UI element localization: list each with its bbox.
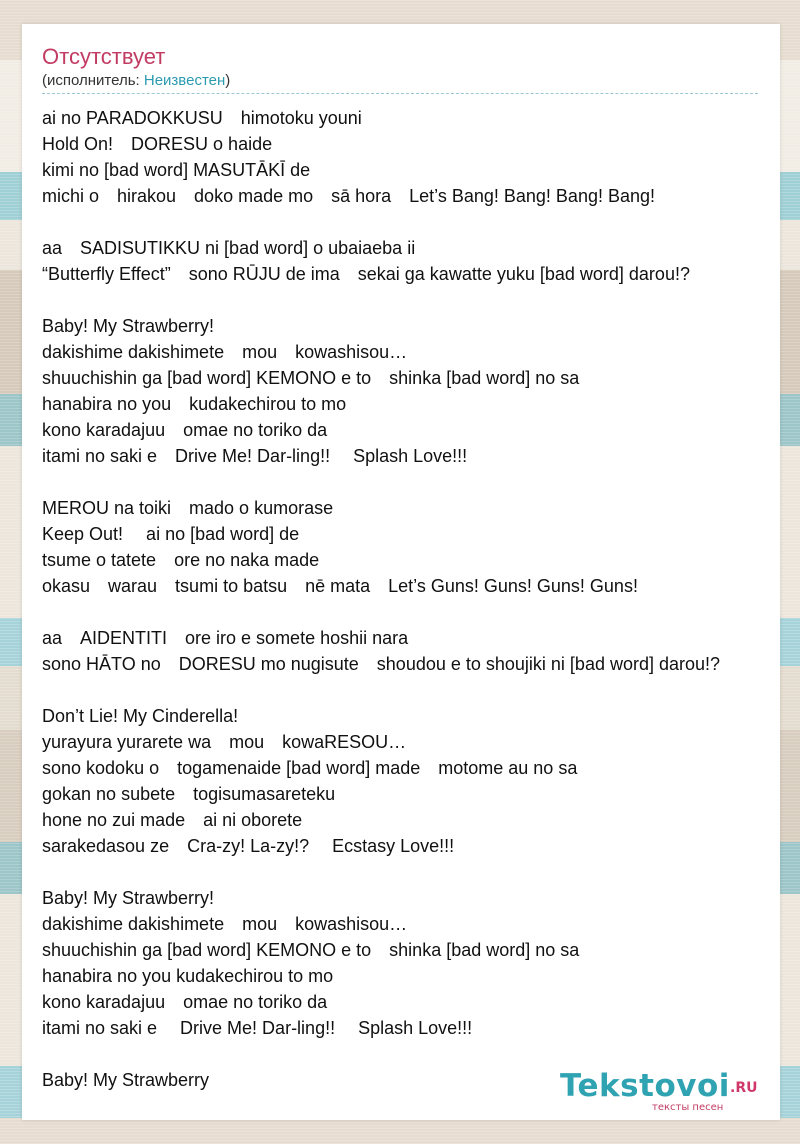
lyric-line: shuuchishin ga [bad word] KEMONO e to shinka [bad word] no sa xyxy=(42,368,580,388)
lyric-line: michi o hirakou doko made mo sā hora Let’s Bang! Bang! Bang! Bang! xyxy=(42,186,656,206)
lyric-line: sono HĀTO no DORESU mo nugisute shoudou e to shoujiki ni [bad word] darou!? xyxy=(42,654,721,674)
lyric-line: aa AIDENTITI ore iro e somete hoshii nara xyxy=(42,628,409,648)
artist-link[interactable]: Неизвестен xyxy=(143,72,226,89)
logo-tld: .RU xyxy=(730,1080,758,1096)
lyric-line: gokan no subete togisumasareteku xyxy=(42,784,336,804)
logo-tagline: тексты песен xyxy=(652,1102,724,1113)
lyric-line: hanabira no you kudakechirou to mo xyxy=(42,966,334,986)
lyric-line: hanabira no you kudakechirou to mo xyxy=(42,394,347,414)
blank-line xyxy=(42,469,800,495)
lyrics-body xyxy=(42,105,800,1093)
blank-line xyxy=(42,287,800,313)
song-title: Отсутствует xyxy=(42,44,166,69)
lyric-line: dakishime dakishimete mou kowashisou… xyxy=(42,342,408,362)
lyric-line: Baby! My Strawberry! xyxy=(42,316,215,336)
lyric-line: okasu warau tsumi to batsu nē mata Let’s Guns! Guns! Guns! Guns! xyxy=(42,576,638,596)
lyric-line: kono karadajuu omae no toriko da xyxy=(42,992,328,1012)
performer-prefix: (исполнитель: xyxy=(42,72,144,89)
lyric-line: Keep Out! ai no [bad word] de xyxy=(42,524,300,544)
lyric-line: MEROU na toiki mado o kumorase xyxy=(42,498,334,518)
lyrics-sheet xyxy=(22,24,780,1120)
lyric-line: sono kodoku o togamenaide [bad word] made motome au no sa xyxy=(42,758,578,778)
site-logo[interactable] xyxy=(560,1068,770,1120)
lyric-line: sarakedasou ze Cra-zy! La-zy!? Ecstasy Love!!! xyxy=(42,836,455,856)
blank-line xyxy=(42,599,800,625)
blank-line xyxy=(42,1041,800,1067)
lyric-line: “Butterfly Effect” sono RŪJU de ima sekai ga kawatte yuku [bad word] darou!? xyxy=(42,264,690,284)
lyric-line: shuuchishin ga [bad word] KEMONO e to shinka [bad word] no sa xyxy=(42,940,580,960)
lyric-line: kimi no [bad word] MASUTĀKĪ de xyxy=(42,160,311,180)
divider xyxy=(42,93,758,94)
lyric-line: kono karadajuu omae no toriko da xyxy=(42,420,328,440)
lyric-line: Hold On! DORESU o haide xyxy=(42,134,273,154)
blank-line xyxy=(42,677,800,703)
lyric-line: aa SADISUTIKKU ni [bad word] o ubaiaeba ii xyxy=(42,238,416,258)
lyric-line: tsume o tatete ore no naka made xyxy=(42,550,320,570)
lyric-line: Don’t Lie! My Cinderella! xyxy=(42,706,239,726)
lyric-line: itami no saki e Drive Me! Dar-ling!! Splash Love!!! xyxy=(42,1018,473,1038)
performer-suffix: ) xyxy=(225,72,231,89)
lyric-line: hone no zui made ai ni oborete xyxy=(42,810,303,830)
performer-line xyxy=(42,72,230,90)
lyric-line: Baby! My Strawberry xyxy=(42,1070,210,1090)
lyric-line: ai no PARADOKKUSU himotoku youni xyxy=(42,108,362,128)
logo-name: Tekstovoi xyxy=(560,1068,730,1104)
blank-line xyxy=(42,859,800,885)
lyric-line: dakishime dakishimete mou kowashisou… xyxy=(42,914,408,934)
lyric-line: itami no saki e Drive Me! Dar-ling!! Splash Love!!! xyxy=(42,446,468,466)
blank-line xyxy=(42,209,800,235)
lyric-line: Baby! My Strawberry! xyxy=(42,888,215,908)
lyric-line: yurayura yurarete wa mou kowaRESOU… xyxy=(42,732,407,752)
